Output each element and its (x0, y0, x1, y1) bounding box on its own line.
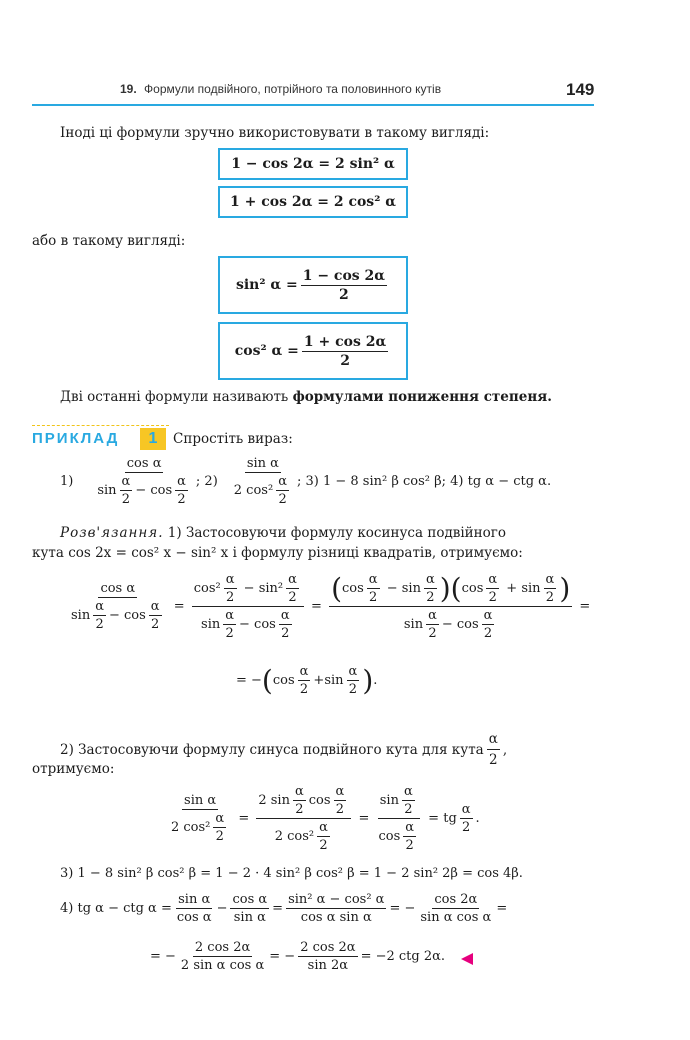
lowering-prefix: Дві останні формули називають (60, 389, 293, 405)
alpha: α (488, 572, 498, 587)
part3-equation: 3) 1 − 8 sin² β cos² β = 1 − 2 · 4 sin² β cos² β = 1 − 2 sin² 2β = cos 4β. (60, 866, 523, 881)
solution-equation-1-result: = − ( cos $\frac{\alpha}{2}$ + sin $\frac{\alpha}{2}$ ) . (236, 663, 378, 697)
cos: cos (378, 829, 401, 844)
p4-f3 (286, 892, 386, 925)
two: 2 (319, 838, 328, 853)
solution-line1-text: 1) Застосовуючи формулу косинуса подвійного (163, 525, 507, 541)
half (223, 608, 236, 641)
two: 2 (295, 802, 304, 817)
alpha: α (348, 664, 358, 679)
eq1-right-den (402, 607, 500, 641)
alpha: α (95, 599, 104, 614)
alpha: α (215, 811, 225, 826)
den: sin 2α (307, 958, 349, 973)
page-number: 149 (566, 80, 595, 99)
p4-f4 (418, 892, 493, 925)
cos: cos (272, 673, 295, 688)
alpha: α (487, 730, 500, 750)
half (403, 820, 416, 853)
p4-g2 (298, 940, 357, 973)
two: 2 (426, 590, 435, 605)
two: 2 (405, 838, 414, 853)
minus-cos: − cos (441, 617, 479, 632)
example-number: 1 (140, 428, 166, 450)
alpha: α (428, 608, 437, 623)
sin: sin (201, 617, 221, 632)
alpha: α (483, 608, 493, 623)
example-task: Спростіть вираз: (173, 431, 293, 447)
formula-box-3 (218, 256, 408, 314)
num: cos α (232, 892, 268, 907)
solution-line-2: кута cos 2x = cos² x − sin² x і формулу різниці квадратів, отримуємо: (32, 545, 523, 561)
alpha: α (425, 572, 435, 587)
eq1-lhs-num: cos α (100, 581, 136, 596)
two: 2 (428, 626, 437, 641)
two: 2 (281, 626, 290, 641)
two: 2 (288, 590, 297, 605)
minus-cos: − cos (239, 617, 276, 632)
part4-equation-1: 4) tg α − ctg α = $\frac{\text{sin α}}{\text{cos α}}$ − $\frac{\text{cos α}}{\text{sin α}}$ = $\frac{\text{sin² α − cos² α}}{\text{cos α sin α}}$ = − $\frac{\cos 2\alpha}{\text{sin α cos α}}$ = (60, 892, 508, 925)
two: 2 (462, 820, 471, 835)
lowering-term: формулами пониження степеня. (292, 389, 552, 405)
den: cos α sin α (300, 910, 372, 925)
den: sin α cos α (420, 910, 492, 925)
task1-den-sin: sin (97, 483, 117, 498)
two: 2 (299, 682, 309, 697)
alpha: α (177, 474, 186, 489)
running-header (120, 82, 441, 96)
p2-right (376, 784, 421, 853)
alpha: α (461, 802, 471, 817)
sin: sin (521, 581, 541, 596)
section-title: Формули подвійного, потрійного та половинного кутів (144, 82, 442, 96)
alpha: α (405, 820, 415, 835)
half (213, 811, 226, 844)
num: 2 cos 2α (300, 940, 356, 955)
cos: cos (342, 581, 364, 596)
two: 2 (545, 590, 555, 605)
alpha: α (225, 572, 235, 587)
sin: sin (379, 793, 399, 808)
alpha: α (225, 608, 235, 623)
minus-cos: − cos (108, 608, 146, 623)
task2-denominator (232, 473, 294, 507)
p4-f1 (175, 892, 214, 925)
solution-line-1 (60, 524, 506, 542)
task1-denominator (95, 473, 193, 507)
half (286, 572, 299, 605)
p2-lhs (169, 793, 231, 844)
task3-4-text: ; 3) 1 − 8 sin² β cos² β; 4) tg α − ctg α. (296, 474, 552, 489)
example-label: ПРИКЛАД (32, 430, 120, 447)
num: sin² α − cos² α (288, 892, 385, 907)
half (298, 664, 311, 697)
two: 2 (177, 492, 186, 507)
two-cos2: 2 cos² (171, 820, 211, 835)
half (93, 599, 106, 632)
alpha: α (299, 664, 309, 679)
two: 2 (151, 617, 160, 632)
tg: tg (443, 811, 457, 826)
den: sin α (233, 910, 266, 925)
p2-right-den (376, 819, 421, 853)
section-number: 19. (120, 82, 137, 96)
p2-lhs-den (169, 810, 231, 844)
sin: sin (403, 617, 424, 632)
two: 2 (488, 752, 498, 768)
eq1-right-num: ( cos $\frac{\alpha}{2}$ − sin $\frac{\alpha}{2}$ )( cos $\frac{\alpha}{2}$ + sin $\frac{\alpha}{2}$ ) (331, 571, 571, 605)
eq1-right (329, 572, 572, 641)
header-rule (32, 104, 594, 106)
p2-mid-den (273, 819, 335, 853)
num: cos 2α (434, 892, 478, 907)
part4-label: 4) tg α − ctg α = (60, 901, 172, 916)
tasks-line (60, 456, 551, 507)
task2-den-cos2: 2 cos² (233, 483, 274, 498)
end-of-solution-marker-icon (461, 953, 473, 965)
alpha: α (319, 820, 328, 835)
two: 2 (225, 626, 234, 641)
alpha: α (150, 599, 160, 614)
den: cos α (176, 910, 212, 925)
half (486, 572, 499, 605)
box4-numerator: 1 + cos 2α (303, 333, 387, 350)
example-top-rule (32, 425, 169, 427)
task1-label: 1) (60, 474, 74, 489)
half (293, 784, 306, 817)
p4-g1 (179, 940, 266, 973)
part2-equation: sin α 2 cos² $\frac{\alpha}{2}$ = 2 sin $\frac{\alpha}{2}$ cos $\frac{\alpha}{2}$ 2 cos² $\frac{\alpha}{2}$ = sin $\frac{\alpha}{2}$ cos $\frac{\alpha}{2}$ = tg $\frac{\alpha}{2}$ . (171, 784, 480, 853)
box3-denominator: 2 (339, 286, 349, 303)
two: 2 (226, 590, 235, 605)
formula-box-1: 1 − cos 2α = 2 sin² α (218, 148, 408, 180)
half (149, 599, 162, 632)
task1-numerator: cos α (126, 456, 162, 471)
alpha: α (368, 572, 378, 587)
half (487, 730, 500, 769)
sin: sin (324, 673, 344, 688)
half (317, 820, 330, 853)
alpha: α (545, 572, 555, 587)
alpha: α (288, 572, 297, 587)
sin-alpha: sin α (184, 793, 217, 808)
two: 2 (335, 802, 345, 817)
box4-fraction (302, 334, 388, 369)
half (334, 784, 347, 817)
eq1-mid-den (199, 607, 297, 641)
sin: sin (401, 581, 421, 596)
or-paragraph: або в такому вигляді: (32, 233, 186, 249)
den: 2 sin α cos α (180, 958, 265, 973)
two: 2 (488, 590, 497, 605)
half (544, 572, 557, 605)
half (347, 664, 360, 697)
eq1-lhs (69, 581, 167, 632)
sin2: sin² (258, 581, 284, 596)
alpha: α (403, 784, 413, 799)
part4-equation-2: = − $\frac{2 \cos 2\alpha}{\text{2 sin α cos α}}$ = − $\frac{2 \cos 2\alpha}{\sin 2\alpha}$ = −2 ctg 2α. (150, 940, 446, 973)
task2-half (276, 474, 289, 507)
two: 2 (404, 802, 413, 817)
two: 2 (95, 617, 104, 632)
two: 2 (369, 590, 378, 605)
solution-title: Розв'язання. (60, 525, 164, 541)
formula-box-2: 1 + cos 2α = 2 cos² α (218, 186, 408, 218)
cos: cos (308, 793, 331, 808)
part2-line-2: отримуємо: (32, 761, 115, 777)
half (460, 802, 473, 835)
formula-box-4 (218, 322, 408, 380)
half (426, 608, 439, 641)
task2-label: ; 2) (195, 474, 218, 489)
eq1-middle (192, 572, 304, 641)
task1-fraction (95, 456, 193, 507)
two-sin: 2 sin (258, 793, 290, 808)
box4-denominator: 2 (340, 352, 350, 369)
alpha: α (121, 474, 131, 489)
alpha: α (278, 474, 287, 489)
part2-line-1: 2) Застосовуючи формулу синуса подвійного кута для кута $\frac{\alpha}{2}$ , (60, 731, 508, 768)
half (482, 608, 495, 641)
two: 2 (121, 492, 131, 507)
box3-fraction (301, 268, 387, 303)
num: sin α (178, 892, 211, 907)
box4-lhs: cos² α = (234, 343, 299, 359)
eq1-mid-num: cos² $\frac{\alpha}{2}$ − sin² $\frac{\alpha}{2}$ (192, 572, 304, 607)
task1-half-1 (120, 474, 133, 507)
task1-half-2 (175, 474, 188, 507)
task2-fraction (232, 456, 294, 507)
num: 2 cos 2α (194, 940, 251, 955)
half (224, 572, 237, 605)
alpha: α (280, 608, 290, 623)
part2-text: 2) Застосовуючи формулу синуса подвійного кута для кута (60, 741, 484, 758)
two: 2 (483, 626, 493, 641)
two: 2 (215, 829, 224, 844)
task2-numerator: sin α (246, 456, 279, 471)
part4-result: = −2 ctg 2α. (360, 949, 446, 964)
box3-numerator: 1 − cos 2α (302, 267, 386, 284)
task1-den-cos: − cos (135, 483, 173, 498)
box3-lhs: sin² α = (235, 277, 298, 293)
cos2: cos² (193, 581, 221, 596)
half (402, 784, 415, 817)
two: 2 (348, 682, 358, 697)
half (279, 608, 292, 641)
cos: cos (461, 581, 484, 596)
lowering-paragraph (60, 388, 552, 406)
alpha: α (294, 784, 304, 799)
two: 2 (278, 492, 287, 507)
eq1-lhs-den (69, 598, 167, 632)
alpha: α (335, 784, 345, 799)
sin: sin (71, 608, 91, 623)
half (424, 572, 437, 605)
two-cos2: 2 cos² (274, 829, 315, 844)
p4-f2 (230, 892, 269, 925)
p2-mid (256, 784, 351, 853)
p2-mid-num (256, 784, 351, 819)
intro-paragraph: Іноді ці формули зручно використовувати в такому вигляді: (60, 125, 490, 141)
p2-right-num (378, 784, 420, 819)
half (367, 572, 380, 605)
solution-equation-1: cos α sin $\frac{\alpha}{2}$ − cos $\frac{\alpha}{2}$ = cos² $\frac{\alpha}{2}$ − sin² $\frac{\alpha}{2}$ sin $\frac{\alpha}{2}$ − cos $\frac{\alpha}{2}$ = ( cos $\frac{\alpha}{2}$ − sin $\frac{\alpha}{2}$ )( cos $\frac{\alpha}{2}$ + sin $\frac{\alpha}{2}$ ) sin $\frac{\alpha}{2}$ − cos $\frac{\alpha}{2}$ = (71, 571, 591, 641)
